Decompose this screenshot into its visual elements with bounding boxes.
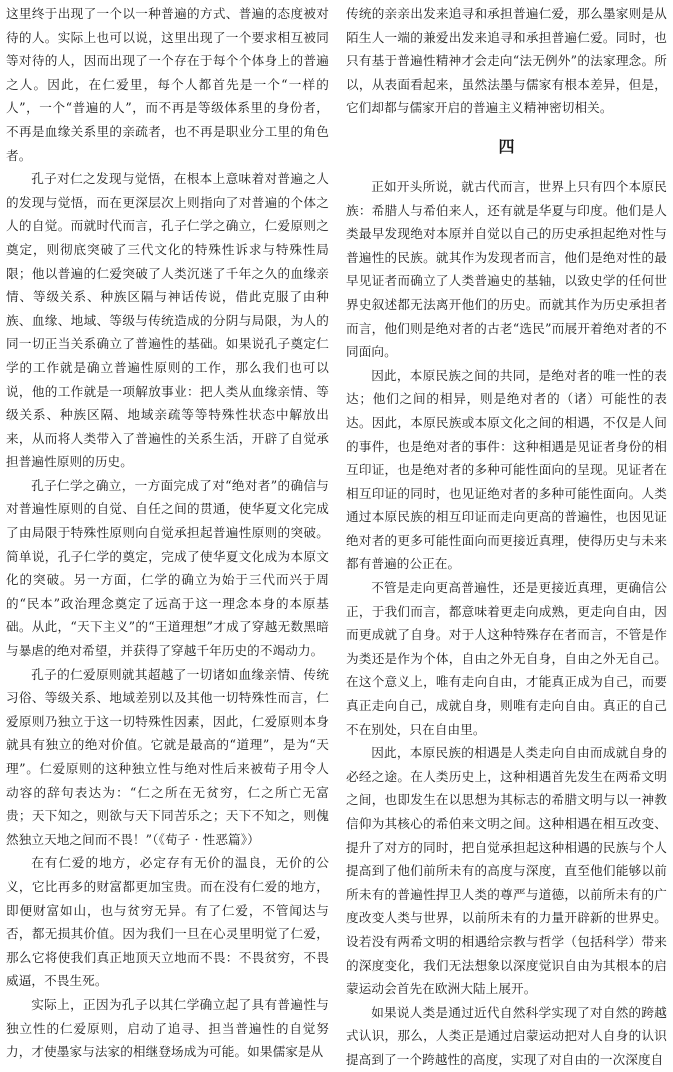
paragraph: 孔子仁学之确立，一方面完成了对“绝对者”的确信与对普遍性原则的自觉、自任之间的贯通，使华夏文化完成了由局限于特殊性原则向自觉承担起普遍性原则的突破。简单说，孔子仁学的奠定，完成了使华夏文化成为本原文化的突破。另一方面，仁学的确立为始于三代而兴于周的“民本”政治理念奠定了远高于这一理念本身的本原基础。从此，“天下主义”的“王道理想”才成了穿越无数黑暗与暴虐的绝对希望，并获得了穿越千年历史的不竭动力。 bbox=[6, 477, 329, 659]
right-column bbox=[346, 2, 667, 1072]
paragraph: 因此，本原民族的相遇是人类走向自由而成就自身的必经之途。在人类历史上，这种相遇首先发生在两希文明之间，也即发生在以思想为其标志的希腊文明与以一神教信仰为其核心的希伯来文明之间。这种相遇在相互改变、提升了对方的同时，把自觉承担起这种相遇的民族与个人提高到了他们前所未有的高度与深度，直至他们能够以前所未有的普遍性捍卫人类的尊严与道德，以前所未有的广度改变人类与世界，以前所未有的力量开辟新的世界史。设若没有两希文明的相遇给宗教与哲学（包括科学）带来的深度变化，我们无法想象以深度觉识自由为其根本的启蒙运动会首先在欧洲大陆上展开。 bbox=[346, 745, 667, 997]
paragraph: 正如开头所说，就古代而言，世界上只有四个本原民族：希腊人与希伯来人，还有就是华夏与印度。他们是人类最早发现绝对本原并自觉以自己的历史承担起绝对性与普遍性的民族。就其作为发现者而言，他们是绝对性的最早见证者而确立了人类普遍史的基轴，以致史学的任何世界史叙述都无法离开他们的历史。而就其作为历史承担者而言，他们则是绝对者的古老“选民”而展开着绝对者的不同面向。 bbox=[346, 178, 667, 360]
paragraph: 不管是走向更高普遍性，还是更接近真理，更确信公正，于我们而言，都意味着更走向成熟，更走向自由，因而更成就了自身。对于人这种特殊存在者而言，不管是作为类还是作为个体，自由之外无自身，自由之外无自己。在这个意义上，唯有走向自由，才能真正成为自己，而要真正走向自己，成就自身，则唯有走向自由。真正的自己不在别处，只在自由里。 bbox=[346, 580, 667, 737]
paragraph: 如果说人类是通过近代自然科学实现了对自然的跨越式认识，那么，人类正是通过启蒙运动把对人自身的认识提高到了一个跨越性的高度，实现了对自由的一次深度自 bbox=[346, 1004, 667, 1067]
section-heading: 四 bbox=[498, 136, 515, 156]
paragraph: 因此，本原民族之间的共同，是绝对者的唯一性的表达；他们之间的相异，则是绝对者的（诸）可能性的表达。因此，本原民族或本原文化之间的相遇，不仅是人间的事件，也是绝对者的事件：这种相遇是见证者身份的相互印证，也是绝对者的多种可能性面向的呈现。见证者在相互印证的同时，也见证绝对者的多种可能性面向。人类通过本原民族的相互印证而走向更高的普遍性，也因见证绝对者的更多可能性面向而更接近真理，使得历史与未来都有普遍的公正在。 bbox=[346, 367, 667, 572]
paragraph: 孔子的仁爱原则就其超越了一切诸如血缘亲情、传统习俗、等级关系、地域差别以及其他一切特殊性而言，仁爱原则乃独立于这一切特殊性因素，因此，仁爱原则本身就具有独立的绝对价值。它就是最高的“道理”，是为“天理”。仁爱原则的这种独立性与绝对性后来被荀子用令人动容的辞句表达为：“仁之所在无贫穷，仁之所亡无富贵；天下知之，则欲与天下同苦乐之；天下不知之，则傀然独立天地之间而不畏！”（《荀子 · 性恶篇》） bbox=[6, 666, 329, 847]
paragraph: 孔子对仁之发现与觉悟，在根本上意味着对普遍之人的发现与觉悟，而在更深层次上则指向了对普遍的个体之人的自觉。而就时代而言，孔子仁学之确立，仁爱原则之奠定，则彻底突破了三代文化的特殊性诉求与特殊性局限；他以普遍的仁爱突破了人类沉迷了千年之久的血缘亲情、等级关系、种族区隔与神话传说，借此克服了由种族、血缘、地域、等级与传统造成的分阴与局限，为人的同一切正当关系确立了普遍性的基础。如果说孔子奠定仁学的工作就是确立普遍性原则的工作，那么我们也可以说，他的工作就是一项解放事业：把人类从血缘亲情、等级关系、种族区隔、地域亲疏等等特殊性状态中解放出来，从而将人类带入了普遍性的关系生活，开辟了自觉承担普遍性原则的历史。 bbox=[6, 171, 329, 470]
paragraph: 这里终于出现了一个以一种普遍的方式、普遍的态度被对待的人。实际上也可以说，这里出现了一个要求相互被同等对待的人，因而出现了一个存在于每个个体身上的普遍之人。因此，在仁爱里，每个人都首先是一个“一样的人”，一个“普遍的人”，而不再是等级体系里的身份者，不再是血缘关系里的亲疏者，也不再是职业分工里的角色者。 bbox=[6, 6, 329, 163]
paragraph: 传统的亲亲出发来追寻和承担普遍仁爱，那么墨家则是从陌生人一端的兼爱出发来追寻和承担普遍仁爱。同时，也只有基于普遍性精神才会走向“法无例外”的法家理念。所以，从表面看起来，虽然法墨与儒家有根本差异，但是，它们却都与儒家开启的普遍主义精神密切相关。 bbox=[346, 6, 667, 116]
left-column bbox=[6, 2, 329, 1064]
paragraph: 在有仁爱的地方，必定存有无价的温良，无价的公义，它比再多的财富都更加宝贵。而在没有仁爱的地方，即便财富如山，也与贫穷无异。有了仁爱，不管闻达与否，都无损其价值。因为我们一旦在心灵里明觉了仁爱，那么它将使我们真正地顶天立地而不畏：不畏贫穷，不畏威逼，不畏生死。 bbox=[6, 855, 329, 989]
paragraph: 实际上，正因为孔子以其仁学确立起了具有普遍性与独立性的仁爱原则，启动了追寻、担当普遍性的自觉努力，才使墨家与法家的相继登场成为可能。如果儒家是从 bbox=[6, 996, 329, 1060]
